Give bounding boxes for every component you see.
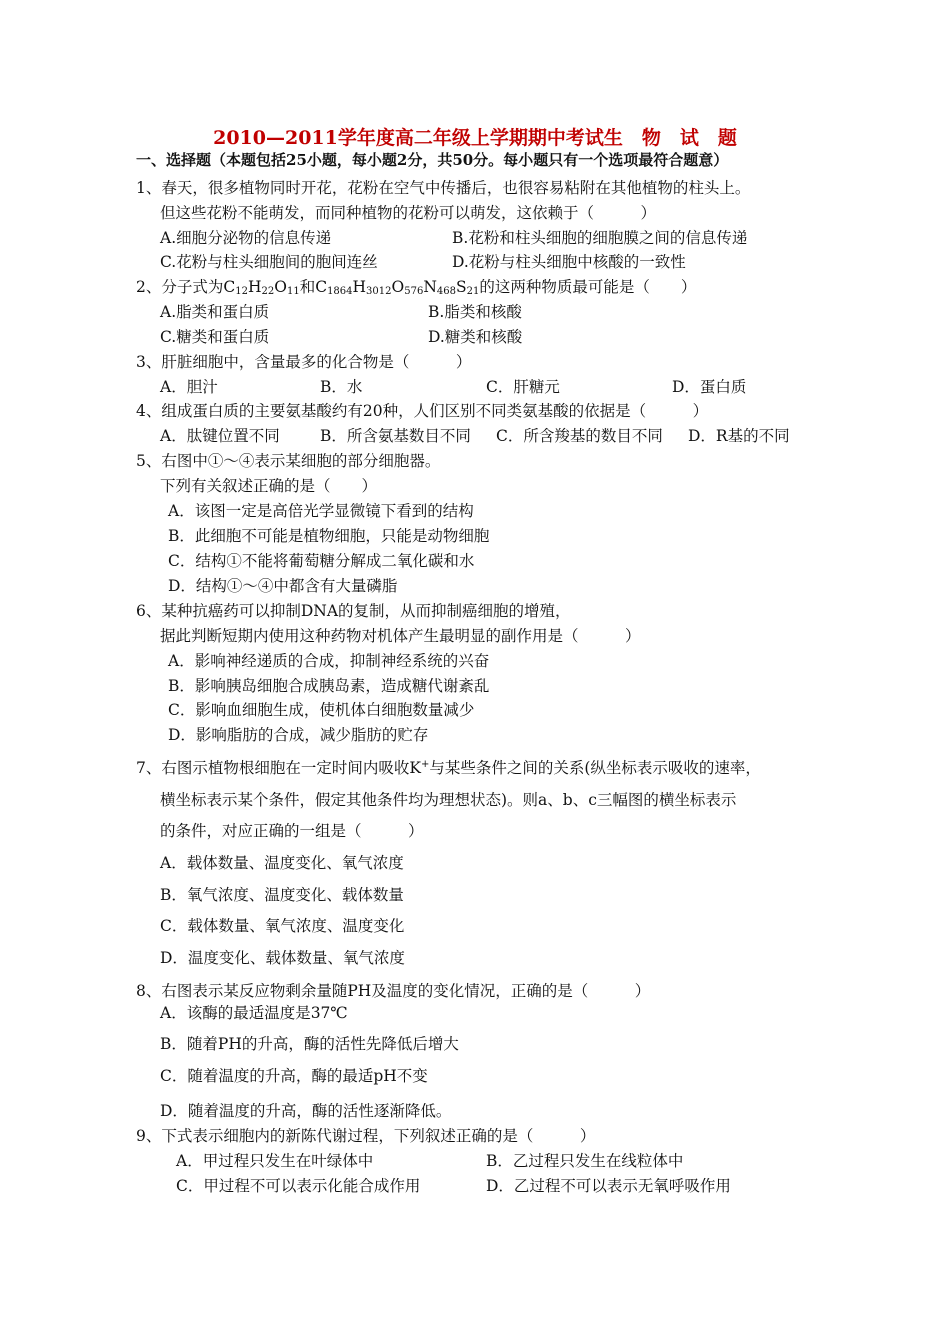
q2-option-a: A.脂类和蛋白质: [160, 303, 270, 321]
q1-stem-line1: 1、春天，很多植物同时开花，花粉在空气中传播后，也很容易粘附在其他植物的柱头上。: [136, 179, 751, 197]
q6-option-d: D．影响脂肪的合成，减少脂肪的贮存: [168, 726, 429, 744]
q9-option-c: C．甲过程不可以表示化能合成作用: [176, 1177, 421, 1195]
q4-stem: 4、组成蛋白质的主要氨基酸约有20种，人们区别不同类氨基酸的依据是（ ）: [136, 402, 709, 420]
q5-option-d: D．结构①～④中都含有大量磷脂: [168, 577, 398, 595]
q3-option-c: C．肝糖元: [486, 378, 560, 396]
q7-option-d: D．温度变化、载体数量、氧气浓度: [160, 949, 405, 967]
q8-option-d: D．随着温度的升高，酶的活性逐渐降低。: [160, 1102, 452, 1120]
q1-option-b: B.花粉和柱头细胞的细胞膜之间的信息传递: [452, 229, 748, 247]
q8-stem: 8、右图表示某反应物剩余量随PH及温度的变化情况，正确的是（ ）: [136, 982, 651, 1000]
q6-stem-line2: 据此判断短期内使用这种药物对机体产生最明显的副作用是（ ）: [160, 627, 641, 645]
q7-stem-line2: 横坐标表示某个条件，假定其他条件均为理想状态)。则a、b、c三幅图的横坐标表示: [160, 791, 737, 809]
q9-option-b: B．乙过程只发生在线粒体中: [486, 1152, 684, 1170]
q3-option-d: D．蛋白质: [672, 378, 747, 396]
q5-stem-line2: 下列有关叙述正确的是（ ）: [160, 477, 378, 495]
q6-stem-line1: 6、某种抗癌药可以抑制DNA的复制，从而抑制癌细胞的增殖，: [136, 602, 571, 620]
q4-option-c: C．所含羧基的数目不同: [496, 427, 663, 445]
q5-option-c: C．结构①不能将葡萄糖分解成二氧化碳和水: [168, 552, 475, 570]
q7-option-c: C．载体数量、氧气浓度、温度变化: [160, 917, 405, 935]
q3-option-a: A．胆汁: [160, 378, 218, 396]
q7-option-a: A．载体数量、温度变化、氧气浓度: [160, 854, 404, 872]
q6-option-b: B．影响胰岛细胞合成胰岛素，造成糖代谢紊乱: [168, 677, 490, 695]
q7-stem-line1: 7、右图示植物根细胞在一定时间内吸收K+与某些条件之间的关系(纵坐标表示吸收的速率，: [136, 759, 761, 777]
q8-option-b: B．随着PH的升高，酶的活性先降低后增大: [160, 1035, 459, 1053]
q4-option-b: B．所含氨基数目不同: [320, 427, 471, 445]
q2-option-d: D.糖类和核酸: [428, 328, 523, 346]
q1-option-c: C.花粉与柱头细胞间的胞间连丝: [160, 253, 378, 271]
q7-option-b: B．氧气浓度、温度变化、载体数量: [160, 886, 404, 904]
q5-option-a: A．该图一定是高倍光学显微镜下看到的结构: [168, 502, 474, 520]
q9-option-a: A．甲过程只发生在叶绿体中: [176, 1152, 374, 1170]
q9-option-d: D．乙过程不可以表示无氧呼吸作用: [486, 1177, 731, 1195]
q4-option-d: D．R基的不同: [688, 427, 790, 445]
q3-option-b: B．水: [320, 378, 363, 396]
q2-stem: 2、分子式为$C_{12}H_{22}O_{11}$和$C_{1864}H_{3012}O_{576}N_{468}S_{21}$的这两种物质最可能是（ ）: [136, 278, 697, 297]
q6-option-a: A．影响神经递质的合成，抑制神经系统的兴奋: [168, 652, 490, 670]
q4-option-a: A．肽键位置不同: [160, 427, 280, 445]
q9-stem: 9、下式表示细胞内的新陈代谢过程，下列叙述正确的是（ ）: [136, 1127, 596, 1145]
section-heading: 一、选择题（本题包括25小题，每小题2分，共50分。每小题只有一个选项最符合题意）: [136, 151, 729, 169]
q1-option-d: D.花粉与柱头细胞中核酸的一致性: [452, 253, 686, 271]
q2-option-c: C.糖类和蛋白质: [160, 328, 270, 346]
q6-option-c: C．影响血细胞生成，使机体白细胞数量减少: [168, 701, 475, 719]
q8-option-c: C．随着温度的升高，酶的最适pH不变: [160, 1067, 428, 1085]
q5-stem-line1: 5、右图中①～④表示某细胞的部分细胞器。: [136, 452, 441, 470]
q1-option-a: A.细胞分泌物的信息传递: [160, 229, 332, 247]
q7-stem-line3: 的条件，对应正确的一组是（ ）: [160, 822, 424, 840]
page-title: 2010—2011学年度高二年级上学期期中考试生 物 试 题: [213, 127, 737, 149]
q1-stem-line2: 但这些花粉不能萌发，而同种植物的花粉可以萌发，这依赖于（ ）: [160, 204, 657, 222]
q3-stem: 3、肝脏细胞中，含量最多的化合物是（ ）: [136, 353, 472, 371]
q8-option-a: A．该酶的最适温度是37℃: [160, 1004, 348, 1022]
q5-option-b: B．此细胞不可能是植物细胞，只能是动物细胞: [168, 527, 490, 545]
q2-option-b: B.脂类和核酸: [428, 303, 522, 321]
